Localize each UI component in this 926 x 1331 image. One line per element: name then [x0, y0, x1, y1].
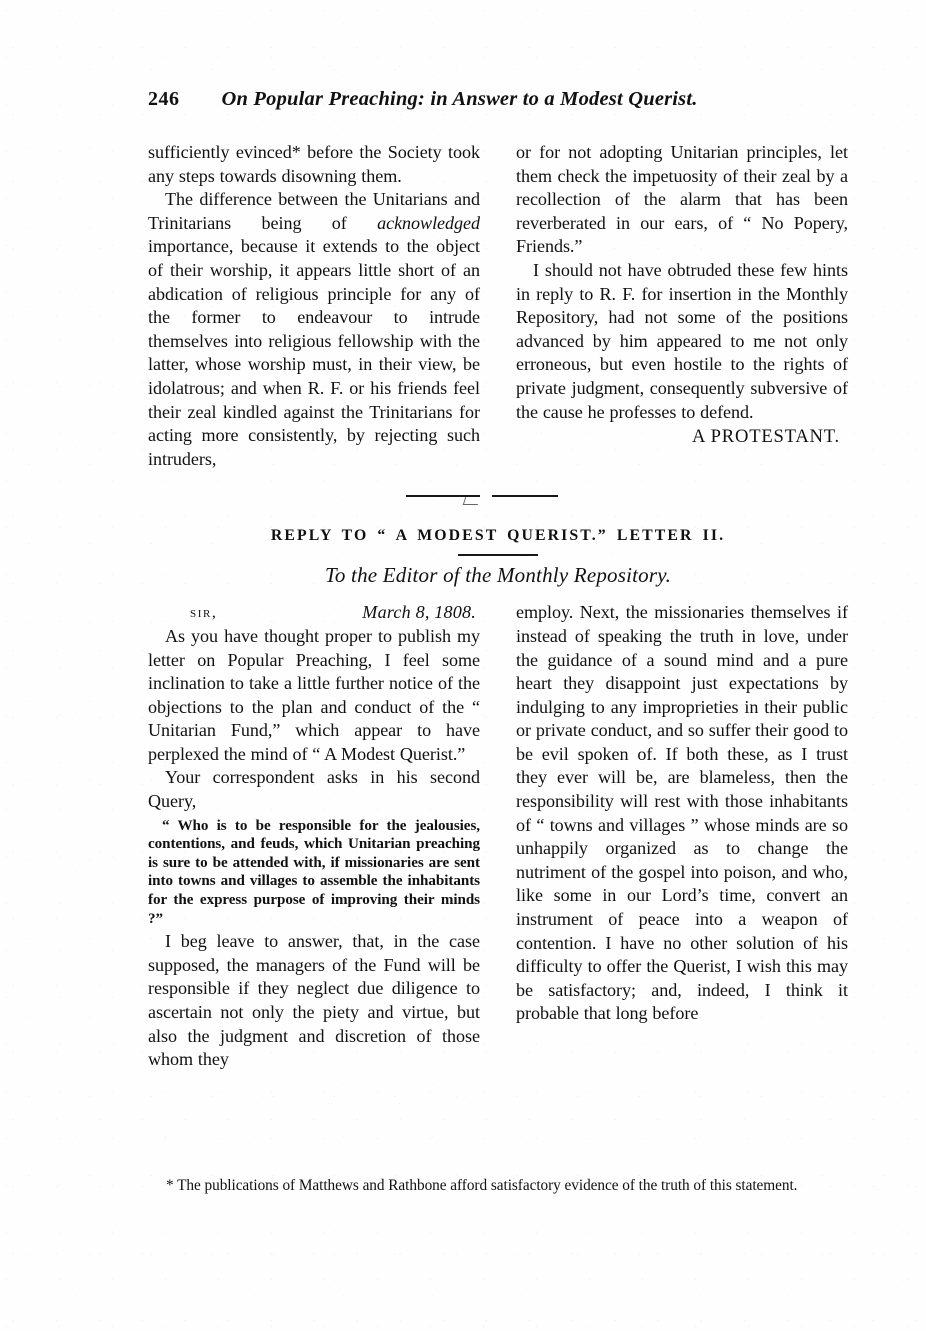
letter-two-left-column [148, 601, 480, 1071]
page-number: 246 [148, 88, 180, 110]
letter-one-right-column [516, 141, 848, 471]
paragraph-second-query: Your correspondent asks in his second Query, [148, 767, 480, 812]
divider-tick [463, 497, 481, 505]
salutation-line [148, 601, 480, 625]
running-head-title: On Popular Preaching: in Answer to a Modest Querist. [221, 88, 698, 110]
emphasis-acknowledged: acknowledged [377, 212, 480, 233]
paragraph-employ-continued: employ. Next, the missionaries themselves if instead of speaking the truth in love, under the guidance of a sound mind and a pure heart they disappoint just expectations by indulging to any improprieties in their public or private conduct, and so suffer their good to be evil spoken of. If both these, as I trust they ever will be, are blameless, then the responsibility will rest with those inhabitants of “ towns and villages ” whose minds are so unhappily organized as to change the nutriment of the gospel into poison, and who, like some in our Lord’s time, convert an instrument of peace into a weapon of contention. I have no other solution of his difficulty to offer the Querist, I wish this may be satisfactory; and, indeed, I think it probable that long before [516, 602, 848, 1024]
running-head [148, 88, 848, 111]
letter-two-right-column [516, 601, 848, 1071]
page-content [148, 88, 848, 1072]
paragraph-continued: sufficiently evinced* before the Society took any steps towards disowning them. [148, 142, 480, 186]
quoted-query: “ Who is to be responsible for the jealousies, contentions, and feuds, which Unitarian preaching is sure to be attended with, if missionaries are sent into towns and villages to assemble the inhabitants for the express purpose of improving their minds ?” [148, 817, 480, 927]
paragraph-difference [148, 188, 480, 471]
paragraph-difference-part2: importance, because it extends to the object of their worship, it appears little short of an abdication of religious principle for any of the former to endeavour to intrude themselves into religious fellowship with the latter, whose worship must, in their view, be idolatrous; and when R. F. or his friends feel their zeal kindled against the Trinitarians for acting more consistently, by rejecting such intruders, [148, 236, 480, 469]
letter-one-columns [148, 141, 848, 471]
section-heading: REPLY TO “ A MODEST QUERIST.” LETTER II. [270, 527, 726, 545]
heading-underrule [458, 554, 538, 556]
signature: A PROTESTANT. [691, 426, 840, 448]
letter-one-left-column [148, 141, 480, 471]
section-divider [148, 471, 848, 527]
letter-date: March 8, 1808. [362, 602, 476, 623]
paragraph-i-beg-leave: I beg leave to answer, that, in the case supposed, the managers of the Fund will be responsible if they neglect due diligence to ascertain not only the piety and virtue, but also the judgment and discretion of those whom they [148, 931, 480, 1070]
footnote: * The publications of Matthews and Rathbone afford satisfactory evidence of the truth of this statement. [166, 1177, 798, 1194]
paragraph-difference-part1: The difference between the Unitarians and Trinitarians being of [148, 189, 480, 233]
letter-two-columns [148, 601, 848, 1071]
salutation: sir, [190, 604, 218, 622]
paragraph-obtruded: I should not have obtruded these few hints in reply to R. F. for insertion in the Monthly Repository, had not some of the positions advanced by him appeared to me not only erroneous, but even hostile to the rights of private judgment, consequently subversive of the cause he professes to defend. [516, 259, 848, 422]
paragraph-continued-right: or for not adopting Unitarian principles, let them check the impetuosity of their zeal by a recollection of the alarm that has been reverberated in our ears, of “ No Popery, Friends.” [516, 142, 848, 257]
divider-rule-right [492, 495, 558, 497]
section-subtitle: To the Editor of the Monthly Repository. [324, 563, 672, 588]
paragraph-as-you-have: As you have thought proper to publish my letter on Popular Preaching, I feel some inclination to take a little further notice of the objections to the plan and conduct of the “ Unitarian Fund,” which appear to have perplexed the mind of “ A Modest Querist.” [148, 625, 480, 764]
